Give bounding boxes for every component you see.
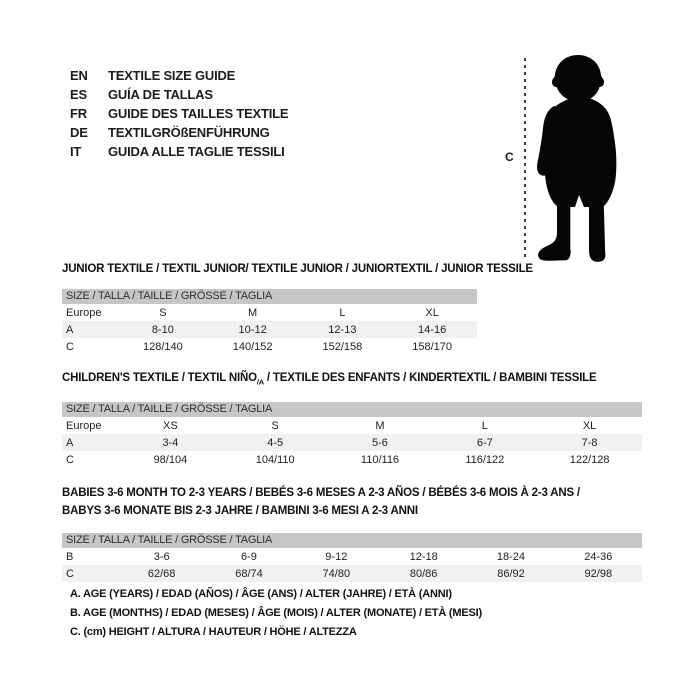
height-measure-label: C [505, 150, 514, 164]
size-cell: XL [425, 306, 439, 319]
size-cell: 68/74 [235, 567, 263, 580]
size-cell: 3-4 [162, 436, 179, 449]
size-cell: 80/86 [409, 567, 438, 580]
size-cell: XS [163, 419, 178, 432]
language-code: EN [70, 68, 88, 83]
table-title [62, 262, 533, 276]
legend-notes [70, 585, 482, 642]
size-cell: 18-24 [496, 550, 526, 563]
table-row [62, 548, 642, 565]
size-cell: 152/158 [322, 340, 363, 353]
size-cell: S [159, 306, 167, 319]
row-label: Europe [66, 306, 102, 319]
size-cell: XL [582, 419, 597, 432]
language-row [70, 104, 288, 123]
size-cell: M [248, 306, 258, 319]
language-code: FR [70, 106, 87, 121]
table-size-header: SIZE / TALLA / TAILLE / GRÖSSE / TAGLIA [62, 402, 642, 417]
size-table [62, 262, 533, 355]
row-label: Europe [66, 419, 102, 432]
legend-note: C. (cm) HEIGHT / ALTURA / HAUTEUR / HÖHE / ALTEZZA [70, 626, 357, 638]
baby-silhouette-icon [532, 54, 632, 266]
size-cell: 98/104 [153, 453, 188, 466]
size-cell: L [339, 306, 346, 319]
title-segment: BABIES 3-6 MONTH TO 2-3 YEARS / BEBÉS 3-6 MESES A 2-3 AÑOS / BÉBÉS 3-6 MOIS À 2-3 ANS / [62, 487, 580, 500]
size-cell: S [271, 419, 279, 432]
language-title: GUIDE DES TAILLES TEXTILE [108, 106, 289, 121]
row-label: A [66, 436, 74, 449]
size-cell: 122/128 [569, 453, 610, 466]
table-row [62, 434, 642, 451]
height-measure-dashed-line [524, 58, 526, 260]
size-cell: 5-6 [372, 436, 388, 449]
row-label: B [66, 550, 74, 563]
size-cell: 14-16 [418, 323, 447, 336]
legend-note: A. AGE (YEARS) / EDAD (AÑOS) / ÂGE (ANS) / ALTER (JAHRE) / ETÀ (ANNI) [70, 588, 452, 600]
table-title-line [62, 484, 642, 502]
table-row [62, 451, 642, 468]
legend-note: B. AGE (MONTHS) / EDAD (MESES) / ÂGE (MOIS) / ALTER (MONATE) / ETÀ (MESI) [70, 607, 482, 619]
size-cell: 6-9 [241, 550, 257, 563]
language-title: TEXTILE SIZE GUIDE [108, 68, 236, 83]
size-table [62, 371, 642, 468]
table-size-header: SIZE / TALLA / TAILLE / GRÖSSE / TAGLIA [62, 289, 477, 304]
language-row [70, 142, 288, 161]
size-cell: 8-10 [151, 323, 174, 336]
table-row [62, 565, 642, 582]
table-title [62, 371, 642, 389]
size-tables [62, 262, 647, 598]
language-title-block [70, 66, 288, 161]
language-title: GUIDA ALLE TAGLIE TESSILI [108, 144, 285, 159]
row-label: C [66, 340, 74, 353]
table-title-line [62, 502, 642, 520]
size-cell: 12-18 [409, 550, 438, 563]
size-cell: M [375, 419, 385, 432]
size-cell: 12-13 [328, 323, 357, 336]
row-label: C [66, 453, 74, 466]
table-row [62, 321, 477, 338]
table-size-header: SIZE / TALLA / TAILLE / GRÖSSE / TAGLIA [62, 533, 642, 548]
size-table [62, 484, 642, 582]
language-row [70, 123, 288, 142]
language-code: ES [70, 87, 87, 102]
language-title: TEXTILGRÖßENFÜHRUNG [108, 125, 270, 140]
table-title-line [62, 262, 533, 276]
size-cell: 3-6 [153, 550, 170, 563]
row-label: C [66, 567, 74, 580]
table-row [62, 338, 477, 355]
title-segment: /A [256, 377, 264, 387]
language-code: DE [70, 125, 88, 140]
table-title [62, 484, 642, 520]
size-cell: 158/170 [412, 340, 452, 353]
size-cell: 4-5 [267, 436, 284, 449]
size-cell: 128/140 [142, 340, 183, 353]
size-cell: 24-36 [584, 550, 613, 563]
table-row [62, 304, 477, 321]
size-cell: 140/152 [232, 340, 273, 353]
row-label: A [66, 323, 74, 336]
size-cell: 10-12 [238, 323, 267, 336]
size-cell: 110/116 [360, 453, 400, 466]
language-code: IT [70, 144, 82, 159]
language-title: GUÍA DE TALLAS [108, 87, 213, 102]
size-cell: 86/92 [497, 567, 525, 580]
size-cell: 92/98 [584, 567, 613, 580]
title-segment: JUNIOR TEXTILE / TEXTIL JUNIOR/ TEXTILE JUNIOR / JUNIORTEXTIL / JUNIOR TESSILE [62, 263, 533, 275]
size-cell: 9-12 [325, 550, 348, 563]
title-segment: BABYS 3-6 MONATE BIS 2-3 JAHRE / BAMBINI 3-6 MESI A 2-3 ANNI [62, 505, 418, 518]
size-cell: 6-7 [476, 436, 493, 449]
size-cell: 104/110 [255, 453, 295, 466]
size-cell: 62/68 [147, 567, 176, 580]
size-cell: 116/122 [465, 453, 505, 466]
language-row [70, 85, 288, 104]
language-row [70, 66, 288, 85]
table-title-line [62, 371, 642, 389]
table-row [62, 417, 642, 434]
size-cell: L [481, 419, 488, 432]
title-segment: / TEXTILE DES ENFANTS / KINDERTEXTIL / BAMBINI TESSILE [263, 372, 597, 384]
size-cell: 7-8 [581, 436, 598, 449]
size-cell: 74/80 [322, 567, 351, 580]
title-segment: CHILDREN'S TEXTILE / TEXTIL NIÑO [62, 372, 257, 384]
